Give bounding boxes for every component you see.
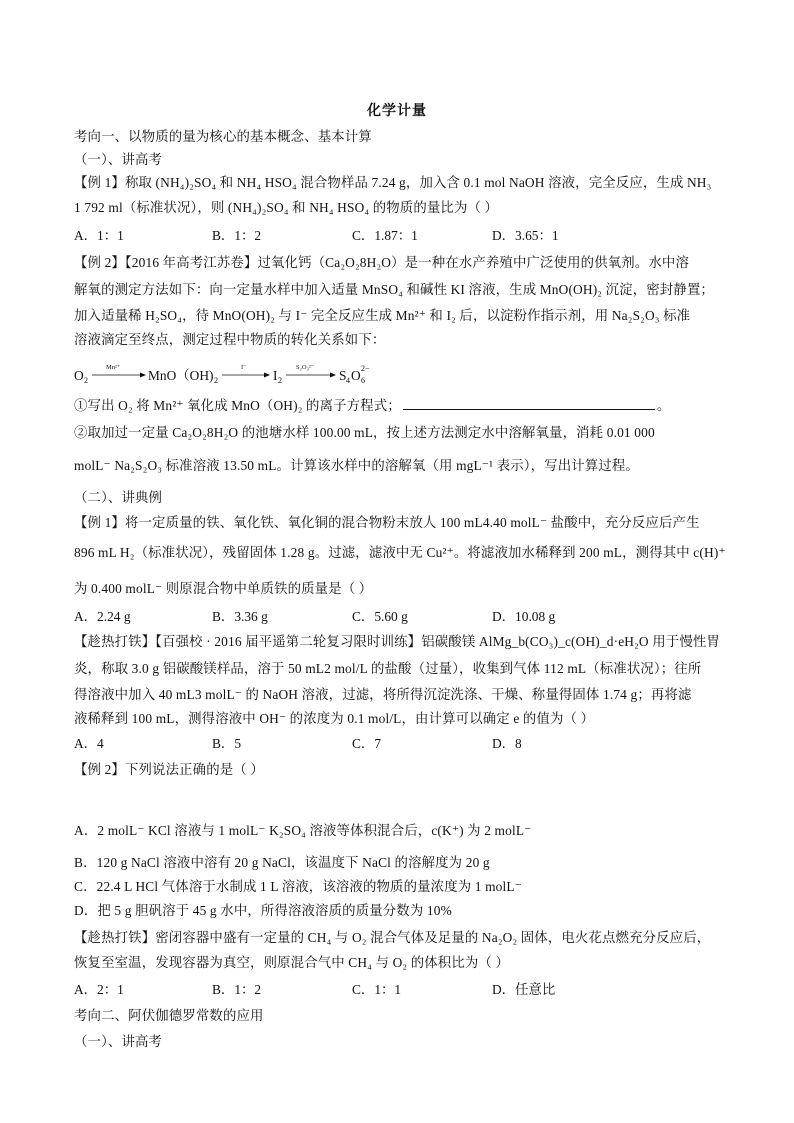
question-text: 1 792 ml（标准状况），则 (NH₄)₂SO₄ 和 NH₄ HSO₄ 的物质的量比为（ ） [74, 200, 499, 215]
question-text: 炎，称取 3.0 g 铝碳酸镁样品，溶于 50 mL2 mol/L 的盐酸（过量），收集到气体 112 mL（标准状况）；往所 [74, 661, 702, 676]
question-text: 加入适量稀 H₂SO₄，待 MnO(OH)₂ 与 I⁻ 完全反应生成 Mn²⁺ 和 I₂ 后，以淀粉作指示剂，用 Na₂S₂O₃ 标准 [74, 308, 691, 323]
option-b: B．1：2 [212, 982, 262, 997]
option-a: A．1：1 [74, 228, 124, 243]
question-text: 896 mL H₂（标准状况），残留固体 1.28 g。过滤，滤液中无 Cu²⁺。将滤液加水稀释到 200 mL，测得其中 c(H)⁺ [74, 545, 726, 560]
section-heading-2: 考向二、阿伏伽德罗常数的应用 [74, 1008, 264, 1023]
scheme-s4o6-o: O [351, 368, 361, 383]
option-b: B．1：2 [212, 228, 262, 243]
question-text: 【例 2】【2016 年高考江苏卷】过氧化钙（Ca₂O₂8H₂O）是一种在水产养殖中广泛使用的供氧剂。水中溶 [74, 255, 689, 270]
subsection-heading: （一）、讲高考 [74, 152, 163, 167]
question-text: molL⁻ Na₂S₂O₃ 标准溶液 13.50 mL。计算该水样中的溶解氧（用 mgL⁻¹ 表示），写出计算过程。 [74, 458, 639, 473]
arrow-1-label: Mn²⁺ [106, 364, 121, 371]
question-text: 解氧的测定方法如下：向一定量水样中加入适量 MnSO₄ 和碱性 KI 溶液，生成 MnO(OH)₂ 沉淀，密封静置； [74, 282, 714, 297]
option-c: C．1：1 [352, 982, 402, 997]
option-a-full: A．2 molL⁻ KCl 溶液与 1 molL⁻ K₂SO₄ 溶液等体积混合后，c(K⁺) 为 2 molL⁻ [74, 823, 532, 838]
section-heading-1: 考向一、以物质的量为核心的基本概念、基本计算 [74, 129, 372, 144]
option-d: D．8 [492, 736, 522, 751]
question-text: 液稀释到 100 mL，测得溶液中 OH⁻ 的浓度为 0.1 mol/L，由计算可以确定 e 的值为（ ） [74, 711, 595, 726]
question-text: 【趁热打铁】密闭容器中盛有一定量的 CH₄ 与 O₂ 混合气体及足量的 Na₂O₂ 固体，电火花点燃充分反应后， [74, 930, 711, 945]
scheme-i2: I [273, 368, 278, 383]
option-b-full: B．120 g NaCl 溶液中溶有 20 g NaCl，该温度下 NaCl 的溶解度为 20 g [74, 855, 490, 870]
arrow-2-head [264, 373, 270, 378]
question-text: 得溶液中加入 40 mL3 molL⁻ 的 NaOH 溶液，过滤，将所得沉淀洗涤、干燥、称量得固体 1.74 g；再将滤 [74, 687, 692, 702]
option-d: D．3.65：1 [492, 228, 559, 243]
arrow-2-label: I⁻ [241, 364, 247, 371]
question-text: ②取加过一定量 Ca₂O₂8H₂O 的池塘水样 100.00 mL，按上述方法测定水中溶解氧量，消耗 0.01 000 [74, 425, 655, 440]
scheme-i2-sub: 2 [278, 376, 282, 385]
option-c: C．5.60 g [352, 609, 408, 624]
question-text: 【趁热打铁】【百强校 · 2016 届平遥第二轮复习限时训练】铝碳酸镁 AlMg_b(CO₃)_c(OH)_d·eH₂O 用于慢性胃 [74, 634, 720, 649]
arrow-1-head [140, 373, 146, 378]
arrow-3-head [330, 373, 336, 378]
option-d-full: D．把 5 g 胆矾溶于 45 g 水中，所得溶液溶质的质量分数为 10% [74, 903, 452, 918]
option-c: C．7 [352, 736, 382, 751]
option-b: B．5 [212, 736, 242, 751]
question-text [74, 396, 724, 416]
scheme-mno-sub: 2 [214, 376, 218, 385]
option-a: A．4 [74, 736, 104, 751]
question-text: 【例 1】将一定质量的铁、氧化铁、氧化铜的混合物粉末放人 100 mL4.40 molL⁻ 盐酸中，充分反应后产生 [74, 515, 700, 530]
option-c-full: C．22.4 L HCl 气体溶于水制成 1 L 溶液，该溶液的物质的量浓度为 1 molL⁻ [74, 879, 522, 894]
scheme-s4o6: S [339, 368, 347, 383]
question-text: 【例 2】下列说法正确的是（ ） [74, 762, 264, 777]
scheme-mno: MnO（OH) [148, 368, 214, 383]
conversion-scheme [74, 358, 494, 388]
answer-blank[interactable] [403, 397, 655, 410]
subsection-heading: （二）、讲典例 [74, 490, 163, 505]
option-a: A．2.24 g [74, 609, 131, 624]
page-title: 化学计量 [367, 104, 427, 119]
question-text: 恢复至室温，发现容器为真空，则原混合气中 CH₄ 与 O₂ 的体积比为（ ） [74, 955, 509, 970]
option-d: D．任意比 [492, 982, 556, 997]
option-d: D．10.08 g [492, 609, 556, 624]
scheme-o2: O [74, 368, 84, 383]
question-text: 为 0.400 molL⁻ 则原混合物中单质铁的质量是（ ） [74, 581, 373, 596]
scheme-s4o6-o-sub: 6 [361, 376, 365, 385]
subsection-heading: （一）、讲高考 [74, 1034, 163, 1049]
option-b: B．3.36 g [212, 609, 268, 624]
scheme-o2-sub: 2 [84, 376, 88, 385]
option-a: A．2：1 [74, 982, 124, 997]
question-text: 溶液滴定至终点，测定过程中物质的转化关系如下： [74, 332, 386, 347]
option-c: C．1.87：1 [352, 228, 418, 243]
scheme-s4o6-charge: 2− [361, 364, 370, 373]
question-text: 【例 1】称取 (NH₄)₂SO₄ 和 NH₄ HSO₄ 混合物样品 7.24 g，加入含 0.1 mol NaOH 溶液，完全反应，生成 NH₃ [74, 175, 712, 190]
question-part-1: ①写出 O₂ 将 Mn²⁺ 氧化成 MnO（OH)₂ 的离子方程式； [74, 398, 401, 413]
scheme-s4o6-sub: 4 [346, 376, 350, 385]
question-part-1-end: 。 [656, 398, 671, 413]
arrow-3-label: S₂O₃²⁻ [296, 364, 315, 371]
